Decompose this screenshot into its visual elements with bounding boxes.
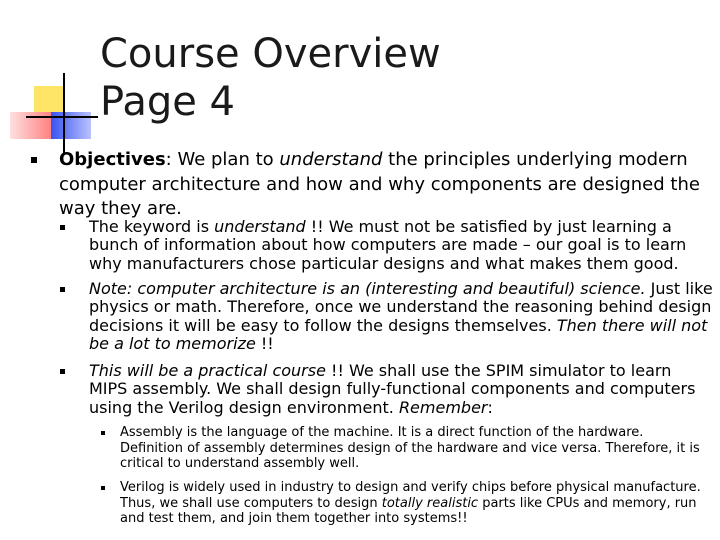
title-line-2: Page 4	[100, 79, 235, 125]
deco-vertical-line	[63, 73, 65, 154]
bullet-marker	[60, 225, 65, 230]
keyword-bullet: The keyword is understand !! We must not be satisfied by just learning a bunch of information about how computers are made – our goal is to learn why manufacturers chose particular designs and what makes them good.	[89, 217, 687, 273]
bullet-marker	[60, 287, 65, 292]
slide-title	[100, 30, 441, 126]
assembly-bullet: Assembly is the language of the machine. It is a direct function of the hardware. Definition of assembly determines design of the hardware and vice versa. Therefore, it is critical to understand assembly well.	[120, 425, 700, 472]
bullet-marker	[101, 431, 105, 435]
bullet-marker	[60, 369, 65, 374]
note-bullet: Note: computer architecture is an (interesting and beautiful) science. Just like physics or math. Therefore, once we understand the reasoning behind design decisions it will be easy to follow the designs themselves. Then there will not be a lot to memorize !!	[89, 279, 713, 354]
practical-course-bullet: This will be a practical course !! We shall use the SPIM simulator to learn MIPS assembly. We shall design fully-functional components and computers using the Verilog design environment. Remember:	[89, 361, 696, 417]
objectives-bullet: Objectives: We plan to understand the principles underlying modern computer architecture and how and why components are designed the way they are.	[59, 149, 700, 219]
bullet-marker	[31, 157, 37, 163]
objectives-label: Objectives	[59, 149, 166, 170]
deco-horizontal-line	[26, 116, 98, 118]
verilog-bullet: Verilog is widely used in industry to design and verify chips before physical manufacture. Thus, we shall use computers to design totally realistic parts like CPUs and memory, run and test them, and join them together into systems!!	[120, 480, 701, 527]
title-line-1: Course Overview	[100, 31, 441, 77]
bullet-marker	[101, 486, 105, 490]
